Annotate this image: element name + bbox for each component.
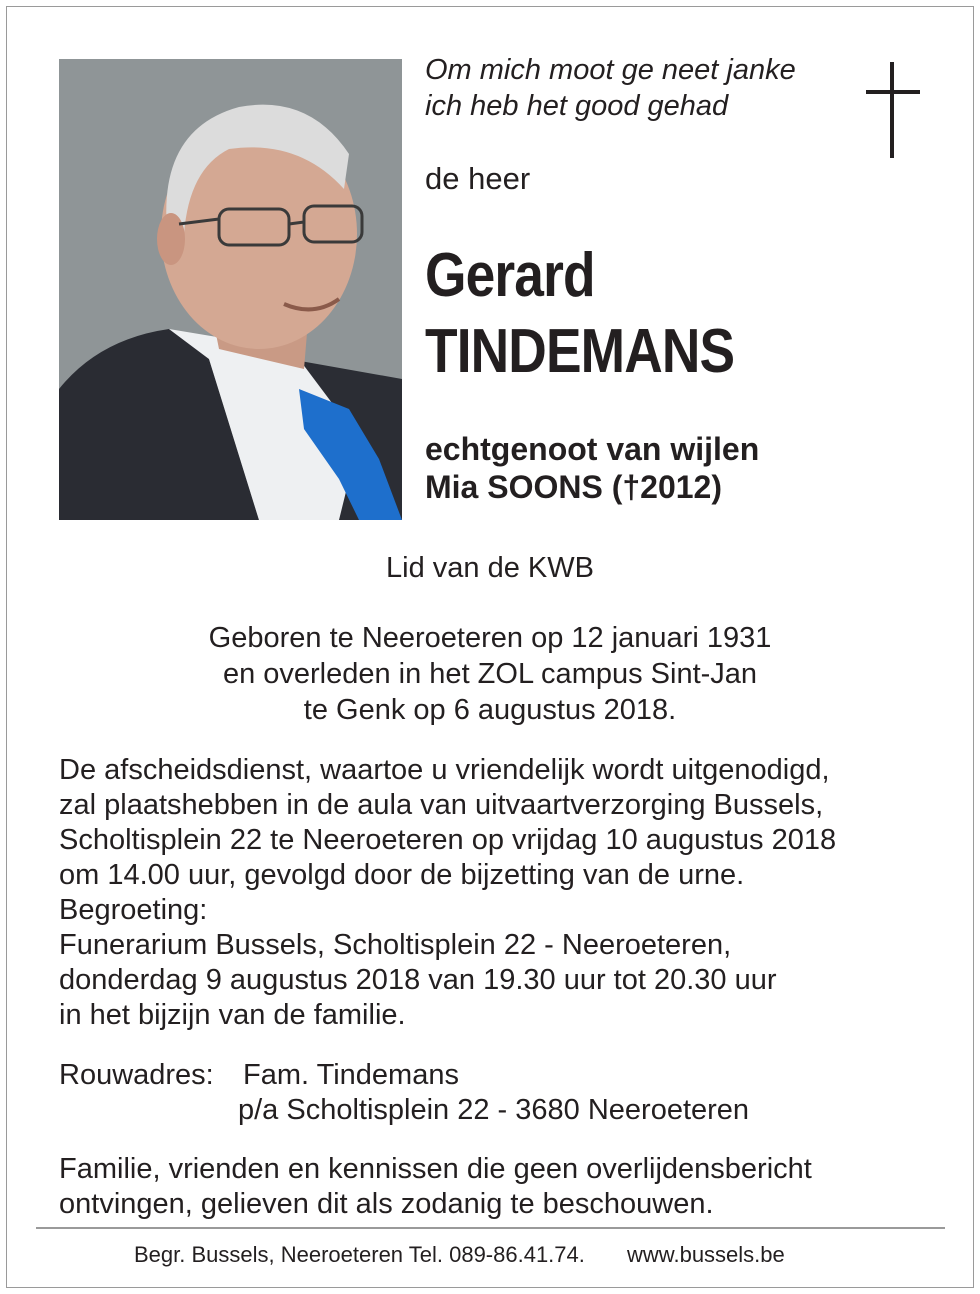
last-name: TINDEMANS [425, 317, 735, 386]
ceremony-line: De afscheidsdienst, waartoe u vriendelijk wordt uitgenodigd, [59, 754, 830, 786]
deceased-name [425, 238, 734, 390]
footer-divider [36, 1227, 945, 1229]
spouse-line: Mia SOONS (†2012) [425, 469, 722, 505]
ceremony-line: in het bijzijn van de familie. [59, 999, 406, 1031]
birth-death-info [0, 620, 980, 728]
notice-line: Familie, vrienden en kennissen die geen overlijdensbericht [59, 1153, 812, 1185]
ceremony-line: donderdag 9 augustus 2018 van 19.30 uur tot 20.30 uur [59, 964, 777, 996]
honorific: de heer [425, 161, 531, 196]
website-link[interactable]: www.bussels.be [627, 1242, 785, 1267]
ceremony-line: Funerarium Bussels, Scholtisplein 22 - Neeroeteren, [59, 929, 732, 961]
portrait-photo [59, 59, 402, 520]
birth-death-line: en overleden in het ZOL campus Sint-Jan [222, 658, 758, 690]
address-line-2: p/a Scholtisplein 22 - 3680 Neeroeteren [238, 1094, 750, 1126]
ceremony-line: zal plaatshebben in de aula van uitvaartverzorging Bussels, [59, 789, 824, 821]
spouse-line: echtgenoot van wijlen [425, 431, 760, 467]
motto-line: Om mich moot ge neet janke [425, 54, 796, 86]
ceremony-line: Scholtisplein 22 te Neeroeteren op vrijdag 10 augustus 2018 [59, 824, 837, 856]
address-label: Rouwadres: [59, 1059, 214, 1091]
spouse-info [425, 430, 759, 506]
ceremony-line: om 14.00 uur, gevolgd door de bijzetting van de urne. [59, 859, 745, 891]
mourning-address [59, 1058, 749, 1128]
ceremony-line: Begroeting: [59, 894, 208, 926]
ceremony-info [59, 753, 836, 1033]
latin-cross-icon [862, 62, 924, 158]
membership: Lid van de KWB [386, 552, 594, 584]
footer [134, 1240, 785, 1270]
birth-death-line: Geboren te Neeroeteren op 12 januari 1931 [208, 622, 772, 654]
address-line-1: Fam. Tindemans [243, 1059, 459, 1091]
notice-text [59, 1152, 812, 1222]
motto-line: ich heb het good gehad [425, 90, 729, 122]
first-name: Gerard [425, 241, 595, 310]
motto-quote [425, 52, 796, 124]
birth-death-line: te Genk op 6 augustus 2018. [303, 694, 677, 726]
funeral-home-contact: Begr. Bussels, Neeroeteren Tel. 089-86.41.74. [134, 1242, 585, 1267]
notice-line: ontvingen, gelieven dit als zodanig te beschouwen. [59, 1188, 714, 1220]
